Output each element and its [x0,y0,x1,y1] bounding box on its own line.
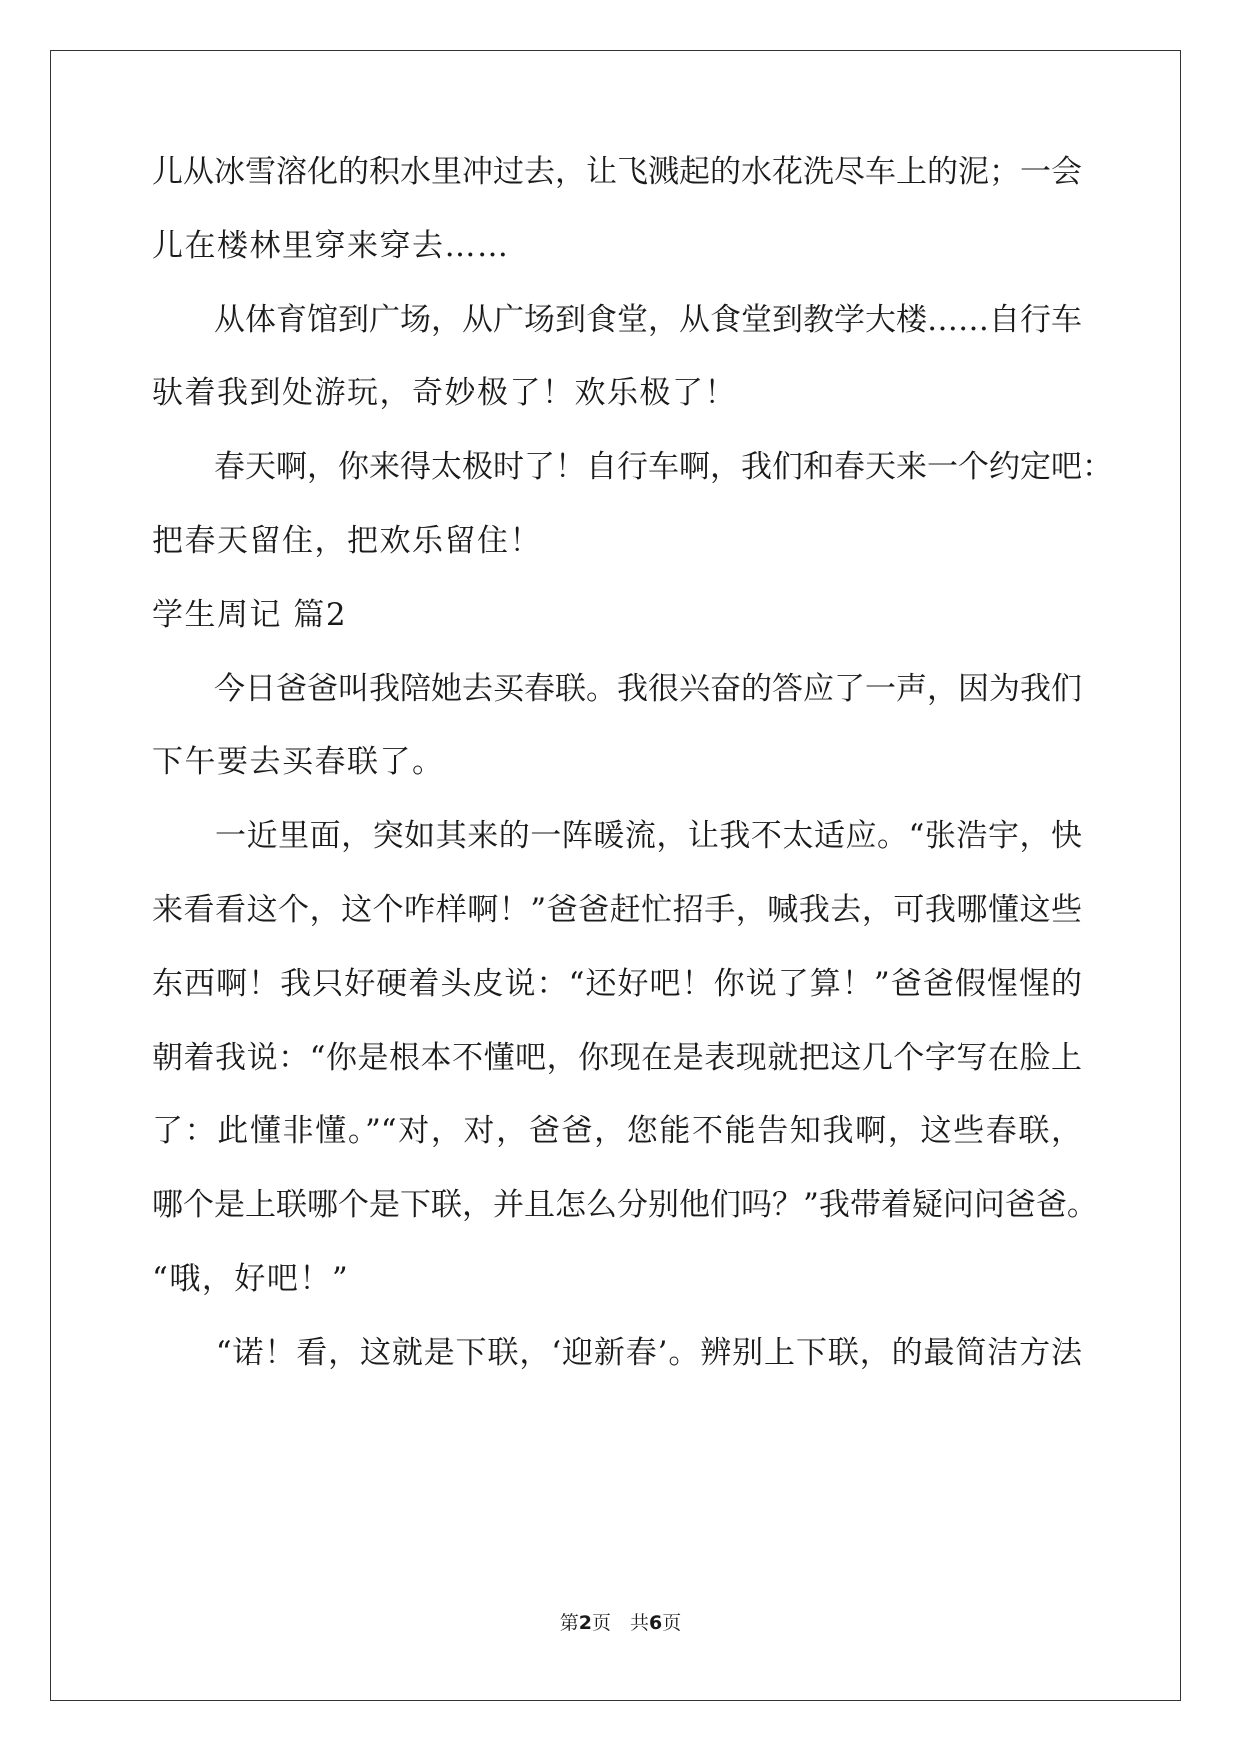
text-line: 儿在楼林里穿来穿去…… [152,227,510,264]
text-line: 一近里面，突如其来的一阵暖流，让我不太适应。“张浩宇，快 [152,818,1082,855]
text-line: 朝着我说：“你是根本不懂吧，你现在是表现就把这几个字写在脸上 [152,1039,1082,1076]
page-footer [0,1611,1241,1635]
section-heading: 学生周记 篇2 [152,596,348,633]
text-line: 把春天留住，把欢乐留住！ [152,523,542,559]
footer-suffix: 页 [662,1612,682,1634]
text-line: 东西啊！我只好硬着头皮说：“还好吧！你说了算！”爸爸假惺惺的 [152,965,1082,1002]
text-line: 驮着我到处游玩，奇妙极了！欢乐极了！ [152,375,737,412]
text-line: 从体育馆到广场，从广场到食堂，从食堂到教学大楼……自行车 [152,301,1082,338]
text-line: 了：此懂非懂。”“对，对，爸爸，您能不能告知我啊，这些春联， [152,1113,1082,1150]
footer-middle: 页 共 [591,1612,649,1634]
text-line: 今日爸爸叫我陪她去买春联。我很兴奋的答应了一声，因为我们 [152,670,1082,707]
current-page-number: 2 [578,1612,592,1634]
text-line: 儿从冰雪溶化的积水里冲过去，让飞溅起的水花洗尽车上的泥；一会 [152,154,1082,190]
text-line: 下午要去买春联了。 [152,744,445,781]
text-line: 来看看这个，这个咋样啊！”爸爸赶忙招手，喊我去，可我哪懂这些 [152,892,1082,928]
text-line: “诺！看，这就是下联，‘迎新春’。辨别上下联，的最简洁方法 [152,1334,1082,1371]
total-page-number: 6 [649,1612,663,1634]
text-line: 哪个是上联哪个是下联，并且怎么分别他们吗？”我带着疑问问爸爸。 [152,1187,1098,1224]
page-border [50,50,1181,1701]
text-line: “哦，好吧！” [152,1261,350,1297]
text-line: 春天啊，你来得太极时了！自行车啊，我们和春天来一个约定吧： [152,449,1113,486]
footer-prefix: 第 [559,1612,579,1634]
